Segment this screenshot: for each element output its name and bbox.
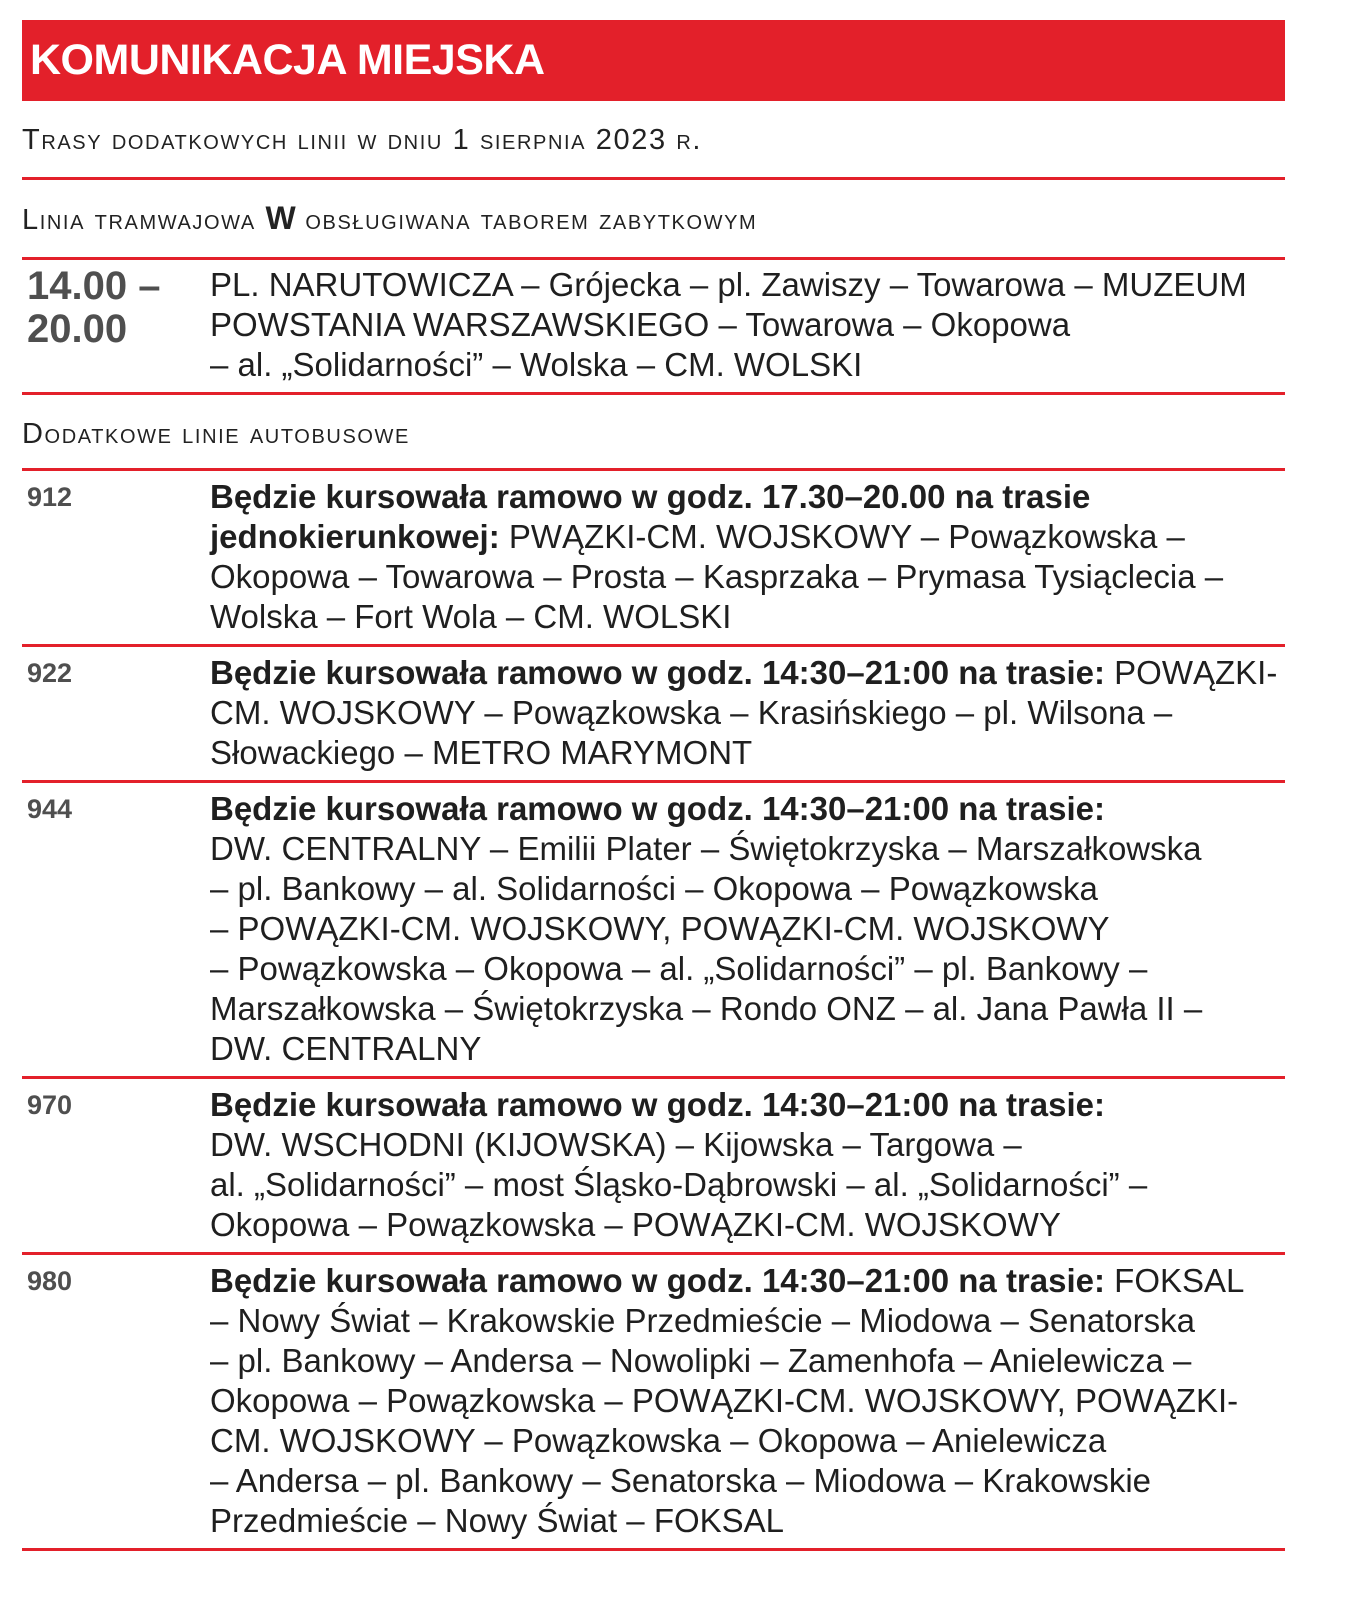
route-line-text: CM. WOJSKOWY – Powązkowska – Krasińskiego – pl. Wilsona –: [210, 694, 1173, 731]
route-line-text: PL. NARUTOWICZA – Grójecka – pl. Zawiszy – Towarowa – MUZEUM: [210, 266, 1247, 303]
route-line-bold: Będzie kursowała ramowo w godz. 14:30–21:00 na trasie:: [210, 1086, 1105, 1123]
bus-route: [210, 1085, 1285, 1245]
header-bar: [22, 20, 1285, 101]
route-line-bold: jednokierunkowej:: [210, 518, 500, 555]
route-line-text: – Powązkowska – Okopowa – al. „Solidarności” – pl. Bankowy –: [210, 950, 1148, 987]
route-line: [210, 869, 1285, 909]
tram-row: [22, 260, 1285, 392]
route-line: [210, 1029, 1285, 1069]
route-line: [210, 1461, 1285, 1501]
route-line-bold: Będzie kursowała ramowo w godz. 14:30–21:00 na trasie:: [210, 1262, 1105, 1299]
route-line: [210, 653, 1285, 693]
tram-section-label: [22, 180, 1285, 257]
route-line-text: Okopowa – Towarowa – Prosta – Kasprzaka – Prymasa Tysiąclecia –: [210, 558, 1224, 595]
bus-line-number: 970: [27, 1090, 73, 1120]
header-title: KOMUNIKACJA MIEJSKA: [30, 36, 545, 84]
bus-line-number: 922: [27, 658, 73, 688]
route-line: [210, 597, 1285, 637]
route-line-text: DW. CENTRALNY: [210, 1030, 482, 1067]
route-line-text: Słowackiego – METRO MARYMONT: [210, 734, 753, 771]
route-line: [210, 1085, 1285, 1125]
route-line: [210, 517, 1285, 557]
tram-route: [210, 265, 1285, 385]
route-line-bold: Będzie kursowała ramowo w godz. 17.30–20.00 na trasie: [210, 478, 1091, 515]
route-line-text: Wolska – Fort Wola – CM. WOLSKI: [210, 598, 732, 635]
route-line: [210, 789, 1285, 829]
bus-section-label: Dodatkowe linie autobusowe: [22, 418, 410, 450]
route-line-text: – pl. Bankowy – al. Solidarności – Okopowa – Powązkowska: [210, 870, 1098, 907]
route-line-text: DW. CENTRALNY – Emilii Plater – Świętokrzyska – Marszałkowska: [210, 830, 1202, 867]
divider: [22, 1548, 1285, 1551]
route-line: [210, 557, 1285, 597]
tram-label-before: Linia tramwajowa: [22, 204, 266, 236]
bus-row: [22, 1255, 1285, 1548]
tram-time: [22, 265, 210, 385]
bus-route: [210, 1261, 1285, 1541]
route-line: [210, 829, 1285, 869]
tram-label-after: obsługiwana taborem zabytkowym: [295, 204, 758, 236]
route-line: [210, 305, 1285, 345]
route-line: [210, 1341, 1285, 1381]
route-line-text: FOKSAL: [1105, 1262, 1245, 1299]
transit-notice: [22, 20, 1285, 1551]
route-line-bold: Będzie kursowała ramowo w godz. 14:30–21:00 na trasie:: [210, 790, 1105, 827]
route-line-text: Okopowa – Powązkowska – POWĄZKI-CM. WOJSKOWY, POWĄZKI-: [210, 1382, 1239, 1419]
tram-line-letter: W: [265, 200, 296, 236]
route-line-text: – al. „Solidarności” – Wolska – CM. WOLSKI: [210, 346, 863, 383]
route-line: [210, 1381, 1285, 1421]
tram-time-line: 20.00: [27, 307, 128, 351]
route-line-text: Okopowa – Powązkowska – POWĄZKI-CM. WOJSKOWY: [210, 1206, 1061, 1243]
bus-line-number-cell: [22, 789, 210, 1069]
tram-time-line: 14.00 –: [27, 264, 161, 308]
bus-line-number: 944: [27, 794, 73, 824]
route-line-text: Przedmieście – Nowy Świat – FOKSAL: [210, 1502, 785, 1539]
bus-route: [210, 789, 1285, 1069]
route-line-text: DW. WSCHODNI (KIJOWSKA) – Kijowska – Targowa –: [210, 1126, 1022, 1163]
bus-line-number: 912: [27, 482, 73, 512]
route-line-bold: Będzie kursowała ramowo w godz. 14:30–21:00 na trasie:: [210, 654, 1105, 691]
bus-line-number-cell: [22, 1261, 210, 1541]
route-line: [210, 345, 1285, 385]
bus-row: [22, 783, 1285, 1076]
bus-line-number: 980: [27, 1266, 73, 1296]
route-line: [210, 1165, 1285, 1205]
route-line-text: – Andersa – pl. Bankowy – Senatorska – Miodowa – Krakowskie: [210, 1462, 1152, 1499]
route-line: [210, 265, 1285, 305]
bus-line-number-cell: [22, 1085, 210, 1245]
route-line-text: POWĄZKI-: [1105, 654, 1278, 691]
route-line: [210, 1421, 1285, 1461]
bus-row: [22, 1079, 1285, 1252]
route-line: [210, 1301, 1285, 1341]
route-line: [210, 693, 1285, 733]
route-line-text: Marszałkowska – Świętokrzyska – Rondo ONZ – al. Jana Pawła II –: [210, 990, 1203, 1027]
route-line-text: al. „Solidarności” – most Śląsko-Dąbrowski – al. „Solidarności” –: [210, 1166, 1148, 1203]
route-line: [210, 989, 1285, 1029]
route-line: [210, 1501, 1285, 1541]
subtitle: Trasy dodatkowych linii w dniu 1 sierpnia 2023 r.: [22, 124, 703, 156]
route-line-text: CM. WOJSKOWY – Powązkowska – Okopowa – Anielewicza: [210, 1422, 1107, 1459]
route-line: [210, 1261, 1285, 1301]
route-line-text: – POWĄZKI-CM. WOJSKOWY, POWĄZKI-CM. WOJSKOWY: [210, 910, 1110, 947]
bus-line-number-cell: [22, 477, 210, 637]
route-line-text: – Nowy Świat – Krakowskie Przedmieście – Miodowa – Senatorska: [210, 1302, 1195, 1339]
route-line: [210, 1205, 1285, 1245]
route-line-text: PWĄZKI-CM. WOJSKOWY – Powązkowska –: [499, 518, 1185, 555]
route-line: [210, 909, 1285, 949]
bus-rows: [22, 468, 1285, 1551]
bus-line-number-cell: [22, 653, 210, 773]
route-line-text: – pl. Bankowy – Andersa – Nowolipki – Zamenhofa – Anielewicza –: [210, 1342, 1192, 1379]
bus-row: [22, 647, 1285, 780]
route-line: [210, 477, 1285, 517]
route-line-text: POWSTANIA WARSZAWSKIEGO – Towarowa – Okopowa: [210, 306, 1071, 343]
route-line: [210, 733, 1285, 773]
route-line: [210, 949, 1285, 989]
bus-route: [210, 653, 1285, 773]
route-line: [210, 1125, 1285, 1165]
bus-row: [22, 471, 1285, 644]
bus-route: [210, 477, 1285, 637]
